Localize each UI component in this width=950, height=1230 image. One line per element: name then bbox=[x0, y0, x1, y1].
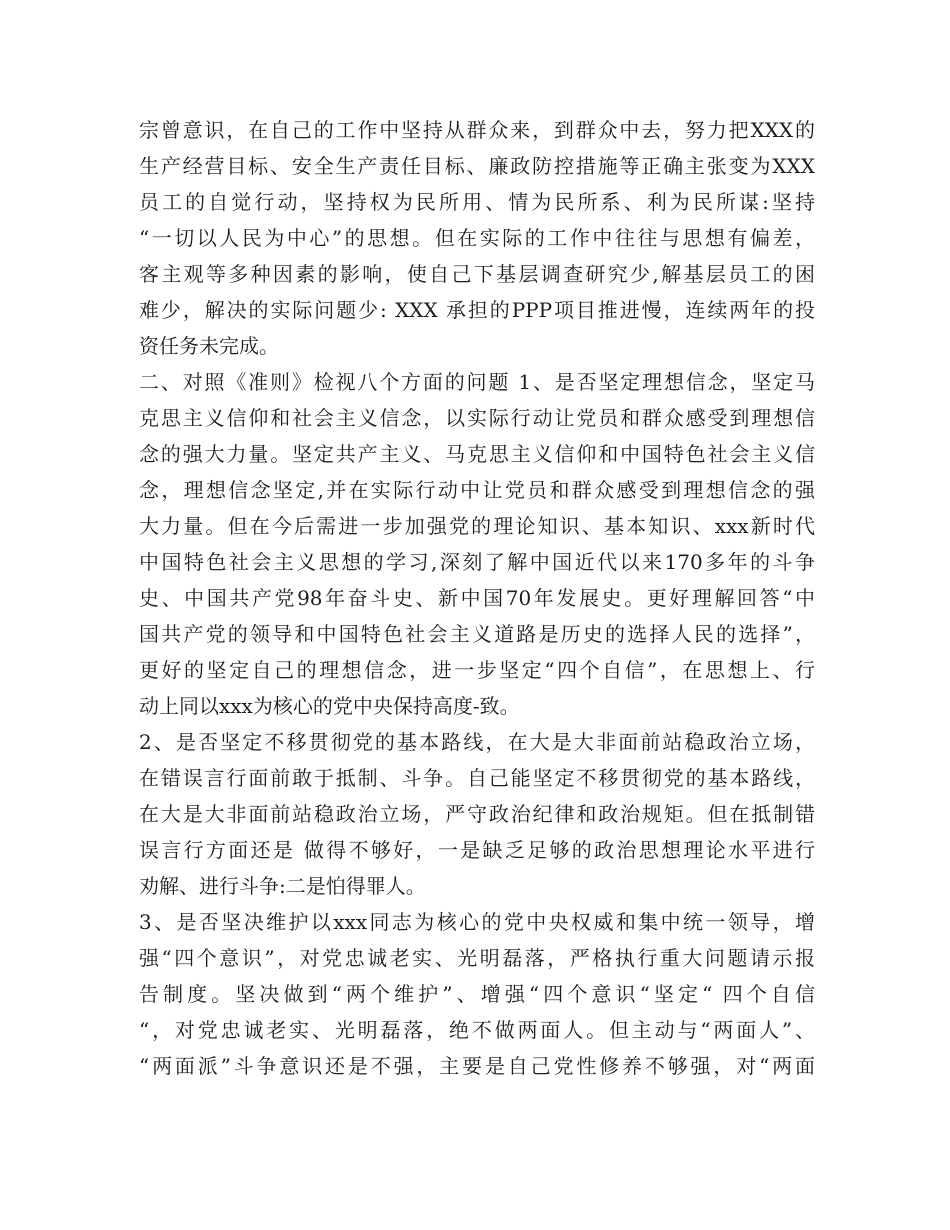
text-line: “两面派”斗争意识还是不强，主要是自己党性修养不够强，对“两面 bbox=[139, 1054, 815, 1078]
document-body bbox=[139, 112, 815, 1084]
text-line: “一切以人民为中心”的思想。但在实际的工作中往往与思想有偏差， bbox=[139, 226, 815, 250]
text-line: 念，理想信念坚定,并在实际行动中让党员和群众感受到理想信念的强 bbox=[139, 478, 815, 502]
text-line: 念的强大力量。坚定共产主义、马克思主义信仰和中国特色社会主义信 bbox=[139, 442, 815, 466]
text-line: 大力量。但在今后需进一步加强党的理论知识、基本知识、xxx新时代 bbox=[139, 514, 815, 538]
text-line: 中国特色社会主义思想的学习,深刻了解中国近代以来170多年的斗争 bbox=[139, 550, 815, 574]
text-line: 在错误言行面前敢于抵制、斗争。自己能坚定不移贯彻党的基本路线， bbox=[139, 766, 815, 790]
text-line: 宗曾意识，在自己的工作中坚持从群众来，到群众中去，努力把XXX的 bbox=[139, 118, 815, 142]
text-line: 在大是大非面前站稳政治立场，严守政治纪律和政治规矩。但在抵制错 bbox=[139, 802, 815, 826]
text-line: 更好的坚定自己的理想信念，进一步坚定“四个自信”，在思想上、行 bbox=[139, 658, 815, 682]
text-line: 二、对照《准则》检视八个方面的问题 1、是否坚定理想信念，坚定马 bbox=[139, 370, 815, 394]
text-line: 告制度。坚决做到“两个维护”、增强“四个意识“坚定“ 四个自信 bbox=[139, 982, 815, 1006]
text-line: 3、是否坚决维护以xxx同志为核心的党中央权威和集中统一领导，增 bbox=[139, 910, 815, 934]
text-line: 资任务未完成。 bbox=[139, 334, 279, 358]
text-line: 误言行方面还是 做得不够好，一是缺乏足够的政治思想理论水平进行 bbox=[139, 838, 815, 862]
text-line: 劝解、进行斗争:二是怕得罪人。 bbox=[139, 874, 426, 898]
text-line: 强“四个意识”，对党忠诚老实、光明磊落，严格执行重大问题请示报 bbox=[139, 946, 815, 970]
text-line: 客主观等多种因素的影响，使自己下基层调查研究少,解基层员工的困 bbox=[139, 262, 815, 286]
text-line: “，对党忠诚老实、光明磊落，绝不做两面人。但主动与“两面人”、 bbox=[139, 1018, 815, 1042]
text-line: 生产经营目标、安全生产责任目标、廉政防控措施等正确主张变为XXX bbox=[139, 154, 815, 178]
text-line: 国共产党的领导和中国特色社会主义道路是历史的选择人民的选择”， bbox=[139, 622, 815, 646]
text-line: 员工的自觉行动，坚持权为民所用、情为民所系、利为民所谋:坚持 bbox=[139, 190, 815, 214]
text-line: 动上同以xxx为核心的党中央保持高度-致。 bbox=[139, 694, 520, 718]
text-line: 史、中国共产党98年奋斗史、新中国70年发展史。更好理解回答“中 bbox=[139, 586, 815, 610]
text-line: 2、是否坚定不移贯彻党的基本路线，在大是大非面前站稳政治立场， bbox=[139, 730, 815, 754]
text-line: 克思主义信仰和社会主义信念，以实际行动让党员和群众感受到理想信 bbox=[139, 406, 815, 430]
text-line: 难少，解决的实际问题少: XXX 承担的PPP项目推进慢，连续两年的投 bbox=[139, 298, 815, 322]
